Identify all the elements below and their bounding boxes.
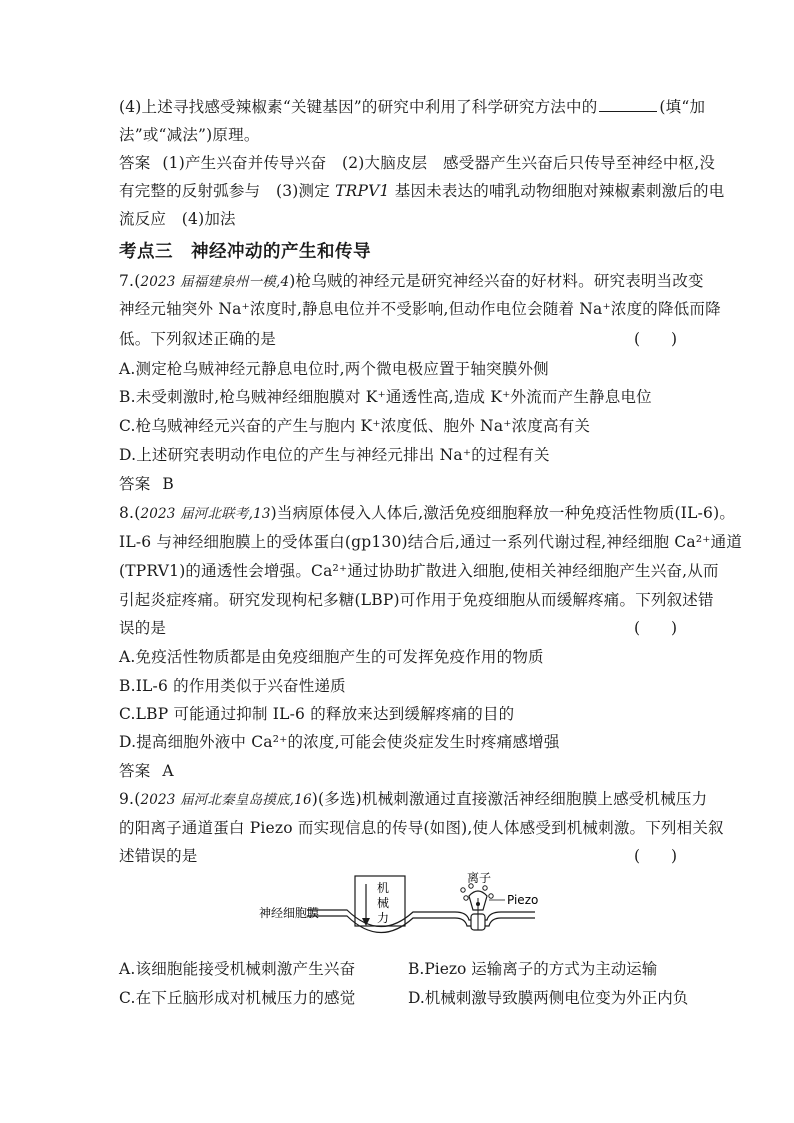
ion-dot [464, 896, 468, 900]
ion-label: 离子 [467, 871, 492, 885]
q9-line1-text: )(多选)机械刺激通过直接激活神经细胞膜上感受机械压力 [311, 790, 708, 808]
q8-option-c: C.LBP 可能通过抑制 IL-6 的释放来达到缓解疼痛的目的 [119, 705, 515, 723]
q6-answer-line2 [119, 180, 724, 202]
q7-option-c: C.枪乌贼神经元兴奋的产生与胞内 K⁺浓度低、胞外 Na⁺浓度高有关 [119, 417, 591, 435]
gene-name: TRPV1 [335, 182, 390, 200]
q8-line1 [119, 502, 735, 525]
q8-option-a: A.免疫活性物质都是由免疫细胞产生的可发挥免疫作用的物质 [119, 648, 544, 666]
q7-source: 2023 届福建泉州一模,4 [140, 274, 290, 290]
q7-answer [119, 473, 174, 495]
q9-line1 [119, 788, 707, 811]
q9-option-a: A.该细胞能接受机械刺激产生兴奋 [119, 960, 356, 978]
q6-answer-line2-pre: 有完整的反射弧参与 (3)测定 [119, 182, 330, 200]
q7-option-d: D.上述研究表明动作电位的产生与神经元排出 Na⁺的过程有关 [119, 446, 550, 464]
q7-line1 [119, 270, 704, 293]
ion-dot [483, 886, 487, 890]
q8-answer-value: A [162, 762, 174, 780]
q7-answer-value: B [162, 475, 174, 493]
ion-dot [489, 894, 493, 898]
q8-option-b: B.IL-6 的作用类似于兴奋性递质 [119, 677, 346, 695]
q9-line3: 述错误的是 [119, 847, 198, 865]
q7-line3: 低。下列叙述正确的是 [119, 330, 277, 348]
q6-line1-text: (4)上述寻找感受辣椒素“关键基因”的研究中利用了科学研究方法中的 [119, 98, 598, 116]
q6-answer-text: (1)产生兴奋并传导兴奋 (2)大脑皮层 感受器产生兴奋后只传导至神经中枢,没 [162, 154, 716, 172]
force-label-1: 机 [377, 881, 390, 895]
q8-number: 8.( [119, 504, 141, 522]
q6-line1-post: (填“加 [659, 98, 706, 116]
q7-answer-paren[interactable]: ( ) [634, 330, 678, 348]
q9-option-c: C.在下丘脑形成对机械压力的感觉 [119, 989, 356, 1007]
q8-line5: 误的是 [119, 619, 167, 637]
answer-label: 答案 [119, 475, 151, 493]
q9-number: 9.( [119, 790, 141, 808]
q9-source: 2023 届河北秦皇岛摸底,16 [140, 792, 312, 808]
membrane-label: 神经细胞膜 [259, 906, 320, 920]
section-heading: 考点三 神经冲动的产生和传导 [119, 242, 371, 262]
membrane-inner [307, 916, 535, 933]
q8-line2: IL-6 与神经细胞膜上的受体蛋白(gp130)结合后,通过一系列代谢过程,神经细胞 Ca²⁺通道 [119, 533, 743, 551]
q9-option-d: D.机械刺激导致膜两侧电位变为外正内负 [408, 989, 689, 1007]
ion-dot [476, 902, 480, 906]
q8-line3: (TPRV1)的通透性会增强。Ca²⁺通过协助扩散进入细胞,使相关神经细胞产生兴奋,从而 [119, 562, 719, 580]
q8-answer-paren[interactable]: ( ) [634, 619, 678, 637]
q9-line2: 的阳离子通道蛋白 Piezo 而实现信息的传导(如图),使人体感受到机械刺激。下列相关叙 [119, 819, 724, 837]
q6-answer-line1 [119, 152, 715, 174]
q9-option-b: B.Piezo 运输离子的方式为主动运输 [408, 960, 658, 978]
q6-line2: 法”或“减法”)原理。 [119, 126, 260, 144]
q6-answer-line2-post: 基因未表达的哺乳动物细胞对辣椒素刺激后的电 [394, 182, 725, 200]
q7-option-a: A.测定枪乌贼神经元静息电位时,两个微电极应置于轴突膜外侧 [119, 360, 549, 378]
q8-answer [119, 760, 174, 782]
q7-line2: 神经元轴突外 Na⁺浓度时,静息电位并不受影响,但动作电位会随着 Na⁺浓度的降低而降 [119, 300, 721, 318]
q6-line1 [119, 96, 705, 118]
q8-source: 2023 届河北联考,13 [140, 506, 271, 522]
force-label-3: 力 [377, 911, 390, 925]
q8-line4: 引起炎症疼痛。研究发现枸杞多糖(LBP)可作用于免疫细胞从而缓解疼痛。下列叙述错 [119, 591, 714, 609]
piezo-label: Piezo [507, 893, 539, 907]
q7-line1-text: )枪乌贼的神经元是研究神经兴奋的好材料。研究表明当改变 [289, 272, 704, 290]
q8-option-d: D.提高细胞外液中 Ca²⁺的浓度,可能会使炎症发生时疼痛感增强 [119, 733, 560, 751]
force-label-2: 械 [377, 896, 390, 910]
q9-answer-paren[interactable]: ( ) [634, 847, 678, 865]
q7-option-b: B.未受刺激时,枪乌贼神经细胞膜对 K⁺通透性高,造成 K⁺外流而产生静息电位 [119, 388, 652, 406]
q6-answer-line3: 流反应 (4)加法 [119, 210, 236, 228]
ion-dot [461, 888, 465, 892]
answer-label: 答案 [119, 154, 151, 172]
fill-blank[interactable] [599, 97, 657, 112]
piezo-diagram [255, 870, 545, 950]
q8-line1-text: )当病原体侵入人体后,激活免疫细胞释放一种免疫活性物质(IL-6)。 [270, 504, 736, 522]
answer-label: 答案 [119, 762, 151, 780]
q7-number: 7.( [119, 272, 141, 290]
